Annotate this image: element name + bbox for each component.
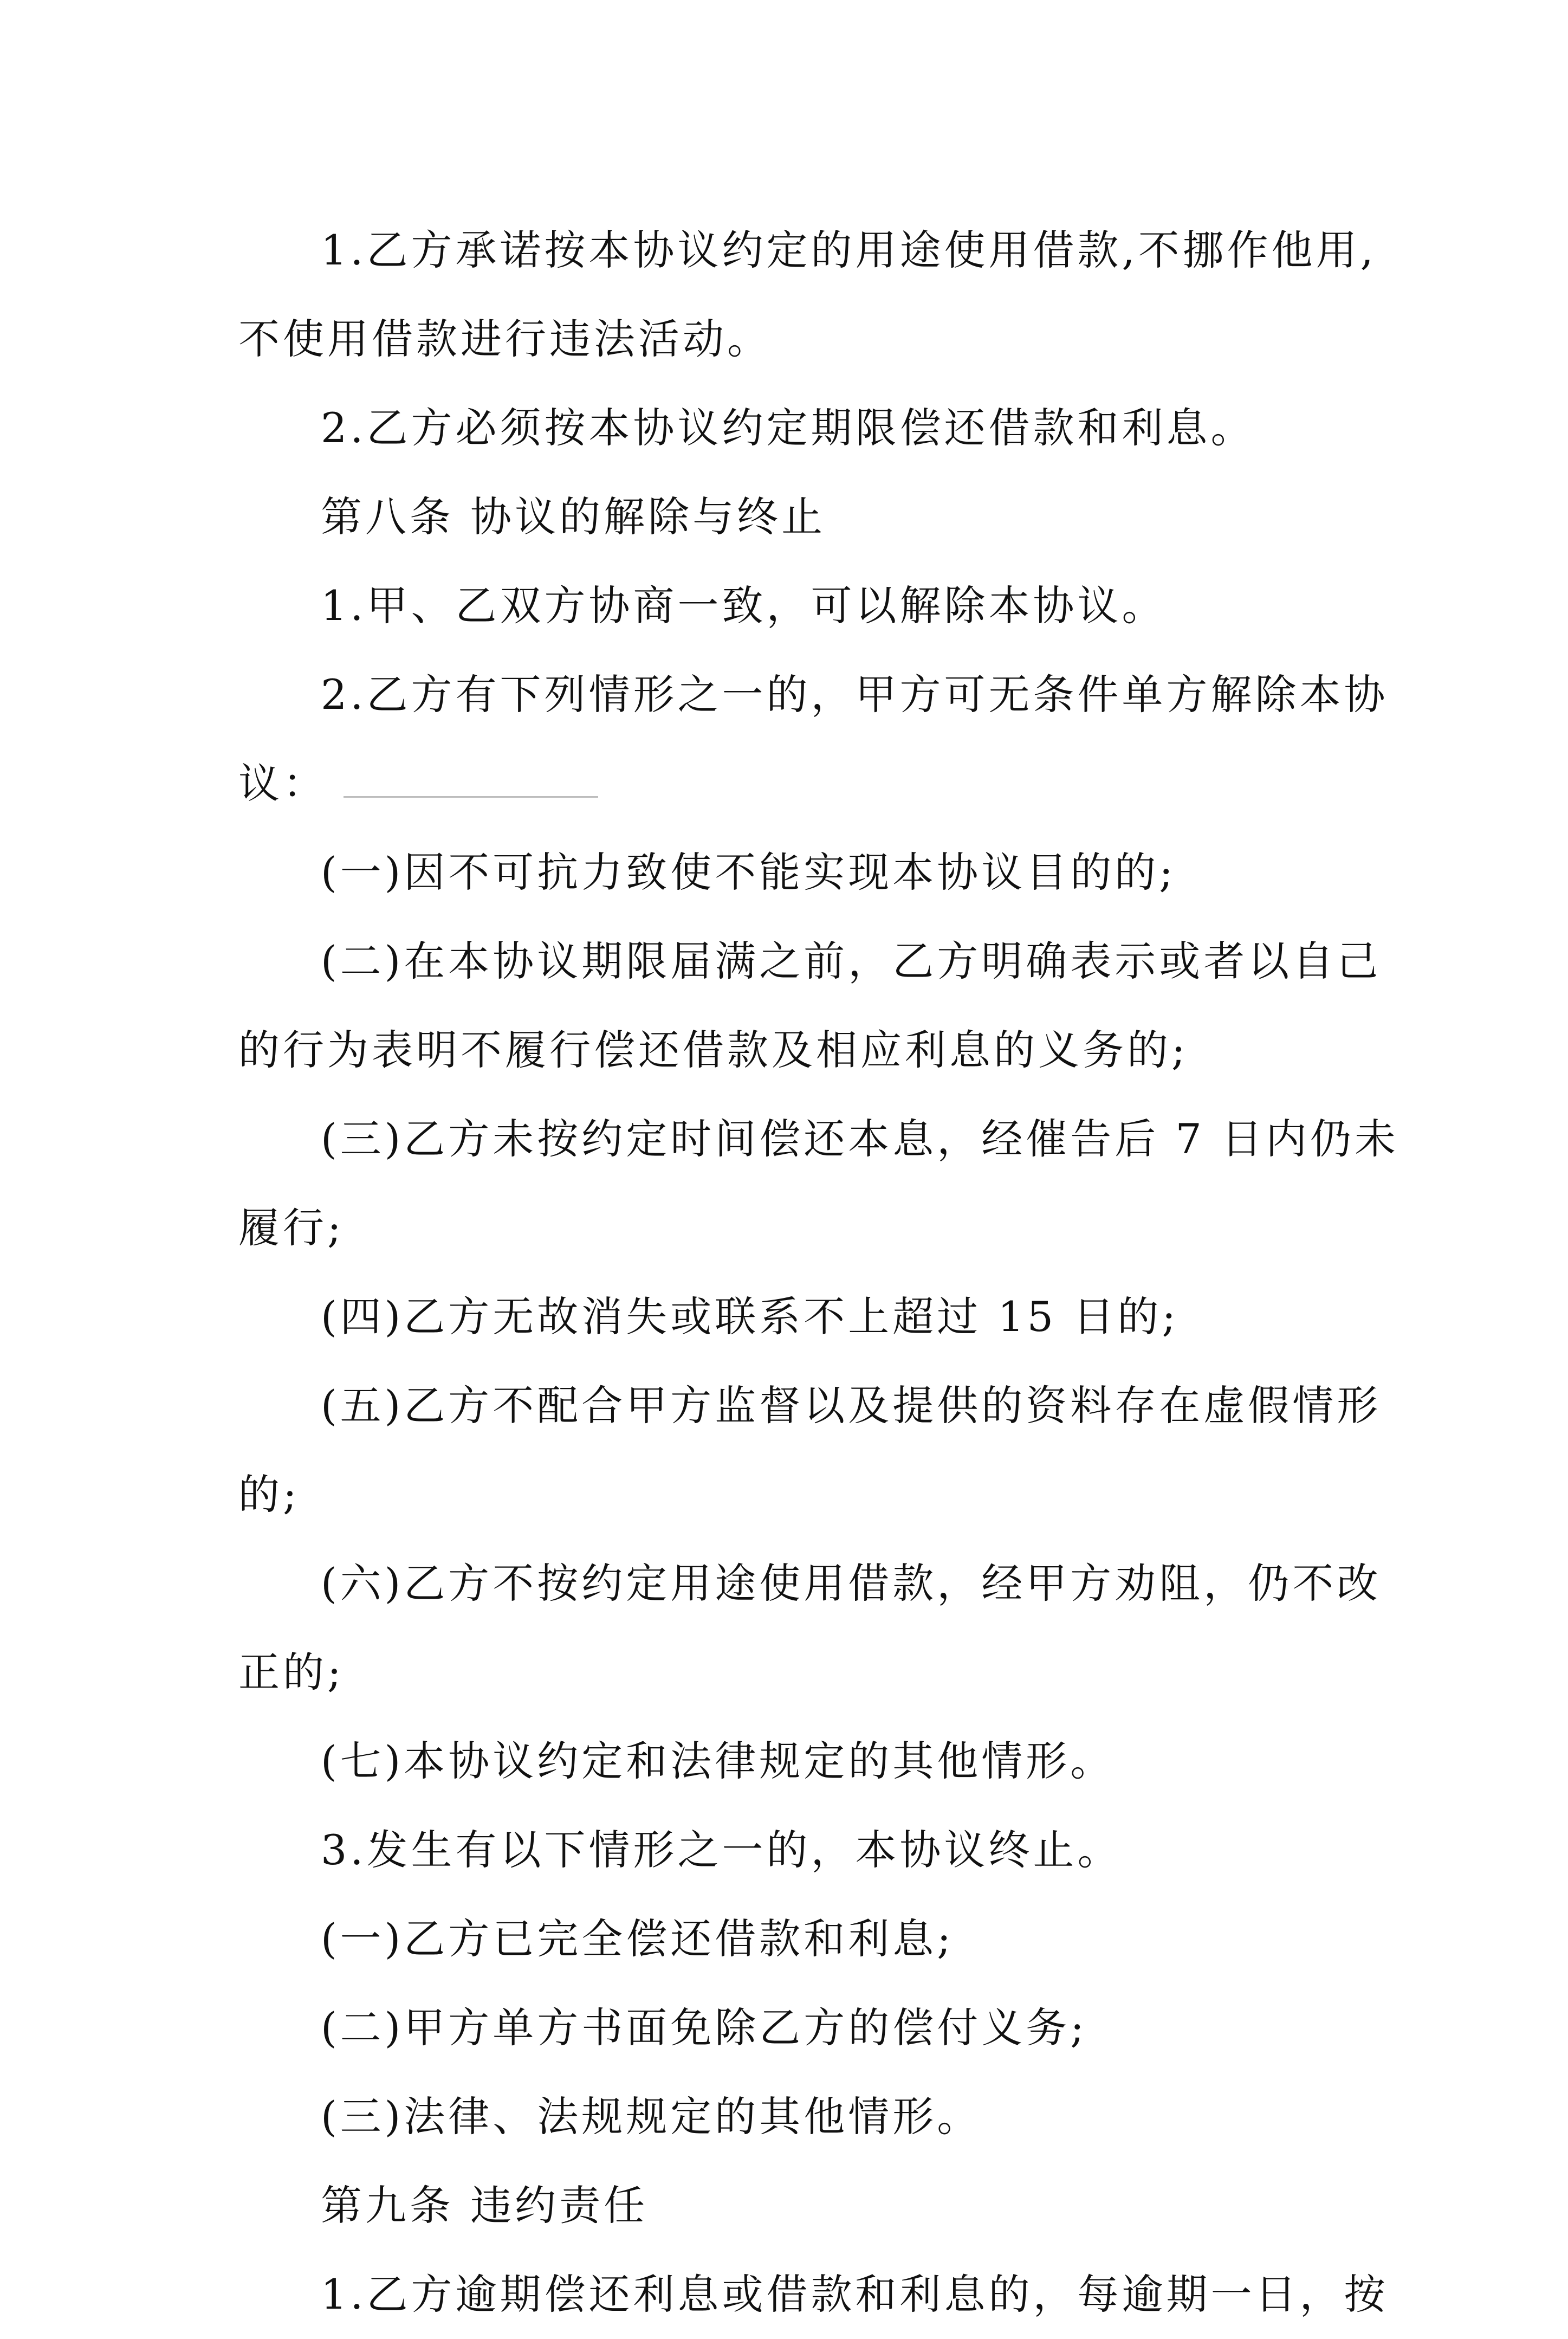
clause-missing-contact: (四)乙方无故消失或联系不上超过 15 日的;	[321, 1293, 1179, 1341]
paragraph-termination-conditions: 3.发生有以下情形之一的，本协议终止。	[321, 1826, 1122, 1874]
clause-misuse-of-loan: (六)乙方不按约定用途使用借款，经甲方劝阻，仍不改正的;	[238, 1559, 1382, 1696]
clause-other-situations: (七)本协议约定和法律规定的其他情形。	[321, 1737, 1115, 1785]
clause-full-repayment: (一)乙方已完全偿还借款和利息;	[321, 1915, 954, 1963]
clause-anticipatory-breach: (二)在本协议期限届满之前，乙方明确表示或者以自己的行为表明不履行偿还借款及相应利息的义务的;	[238, 937, 1382, 1074]
paragraph-usage-commitment: 1.乙方承诺按本协议约定的用途使用借款,不挪作他用,不使用借款进行违法活动。	[238, 226, 1377, 363]
unilateral-termination-text: 2.乙方有下列情形之一的，甲方可无条件单方解除本协议：	[238, 670, 1389, 807]
document-body	[238, 206, 1414, 2339]
paragraph-mutual-termination: 1.甲、乙双方协商一致，可以解除本协议。	[321, 581, 1167, 630]
paragraph-overdue-penalty: 1.乙方逾期偿还利息或借款和利息的，每逾期一日，按	[321, 2270, 1389, 2318]
blank-fill-line	[344, 794, 598, 798]
paragraph-repayment-obligation: 2.乙方必须按本协议约定期限偿还借款和利息。	[321, 404, 1255, 452]
clause-force-majeure: (一)因不可抗力致使不能实现本协议目的的;	[321, 848, 1176, 896]
clause-legal-situations: (三)法律、法规规定的其他情形。	[321, 2092, 982, 2141]
article-nine-heading: 第九条 违约责任	[321, 2181, 649, 2230]
clause-late-repayment: (三)乙方未按约定时间偿还本息，经催告后 7 日内仍未履行;	[238, 1115, 1399, 1252]
clause-written-waiver: (二)甲方单方书面免除乙方的偿付义务;	[321, 2004, 1087, 2052]
clause-false-information: (五)乙方不配合甲方监督以及提供的资料存在虚假情形的;	[238, 1381, 1382, 1519]
article-eight-heading: 第八条 协议的解除与终止	[321, 493, 826, 541]
paragraph-unilateral-termination	[238, 650, 1414, 828]
